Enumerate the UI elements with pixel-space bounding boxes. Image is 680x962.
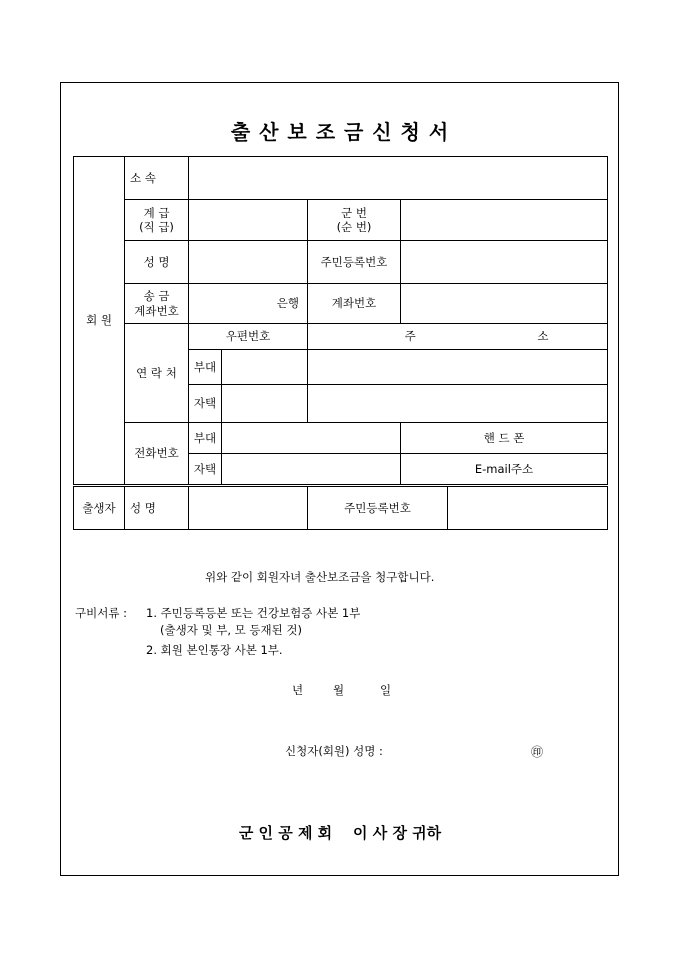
newborn-resident-no-field[interactable]	[448, 487, 608, 530]
home-address-field[interactable]	[308, 385, 608, 423]
form-title: 출 산 보 조 금 신 청 서	[230, 120, 450, 144]
footer-org: 군 인 공 제 회	[238, 824, 333, 842]
newborn-name-label: 성 명	[125, 487, 189, 530]
required-doc-item-2: 2. 회원 본인통장 사본 1부.	[146, 643, 283, 657]
account-no-label: 계좌번호	[308, 284, 401, 324]
date-year: 년	[292, 683, 304, 697]
seal-mark: ㊞	[531, 745, 544, 759]
rank-label: 계 급 (직 급)	[125, 200, 189, 241]
name-field[interactable]	[189, 241, 308, 284]
resident-no-field[interactable]	[401, 241, 608, 284]
unit-label: 부대	[189, 350, 222, 385]
bank-field[interactable]	[189, 284, 308, 324]
remit-label: 송 금 계좌번호	[125, 284, 189, 324]
mobile-label: 핸 드 폰	[401, 423, 608, 454]
postal-code-header: 우편번호	[189, 324, 308, 350]
address-header: 주 소	[308, 324, 608, 350]
newborn-name-field[interactable]	[189, 487, 308, 530]
resident-no-label: 주민등록번호	[308, 241, 401, 284]
date-month: 월	[333, 683, 345, 697]
applicant-label: 신청자(회원) 성명 :	[285, 744, 383, 758]
phone-home-label: 자택	[189, 454, 222, 485]
home-postal-field[interactable]	[222, 385, 308, 423]
unit-postal-field[interactable]	[222, 350, 308, 385]
newborn-label: 출생자	[74, 487, 125, 530]
bank-suffix: 은행	[276, 296, 299, 311]
phone-home-field[interactable]	[222, 454, 401, 485]
contact-label: 연 락 처	[125, 324, 189, 423]
account-no-field[interactable]	[401, 284, 608, 324]
required-docs-label: 구비서류 :	[75, 606, 127, 620]
service-no-label: 군 번 (순 번)	[308, 200, 401, 241]
name-label: 성 명	[125, 241, 189, 284]
member-table	[73, 156, 608, 485]
required-doc-item-1: 1. 주민등록등본 또는 건강보험증 사본 1부	[146, 606, 361, 620]
footer-recipient	[0, 822, 680, 843]
member-group-label: 회 원	[74, 157, 125, 485]
newborn-table	[73, 486, 608, 530]
newborn-resident-no-label: 주민등록번호	[308, 487, 448, 530]
footer-recipient-title: 이 사 장 귀하	[353, 824, 442, 842]
phone-label: 전화번호	[125, 423, 189, 485]
service-no-field[interactable]	[401, 200, 608, 241]
rank-field[interactable]	[189, 200, 308, 241]
date-day: 일	[380, 683, 392, 697]
home-label: 자택	[189, 385, 222, 423]
affiliation-field[interactable]	[189, 157, 608, 200]
claim-statement: 위와 같이 회원자녀 출산보조금을 청구합니다.	[205, 570, 435, 584]
required-doc-item-1-note: (출생자 및 부, 모 등재된 것)	[160, 623, 302, 637]
unit-address-field[interactable]	[308, 350, 608, 385]
affiliation-label: 소 속	[125, 157, 189, 200]
email-label: E-mail주소	[401, 454, 608, 485]
phone-unit-field[interactable]	[222, 423, 401, 454]
phone-unit-label: 부대	[189, 423, 222, 454]
